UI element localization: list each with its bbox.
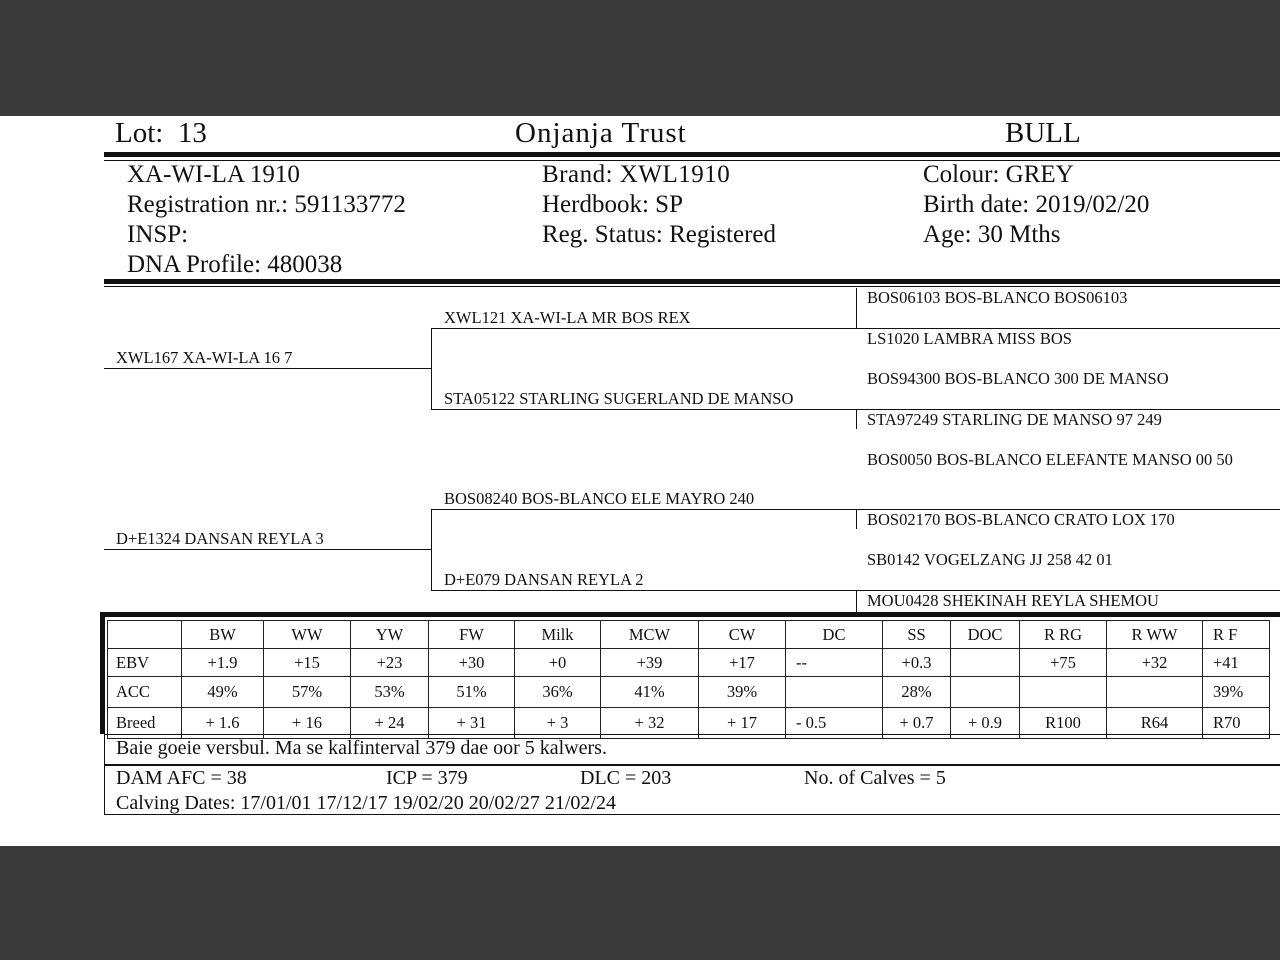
sire-line [104, 368, 431, 369]
ebv-cell: + 31 [429, 708, 515, 739]
gg-bracket-2 [856, 409, 857, 429]
ebv-cell: 39% [699, 677, 786, 708]
ebv-cell: EBV [108, 649, 182, 677]
ebv-cell: +32 [1107, 649, 1203, 677]
ebv-cell [786, 677, 883, 708]
gg-3: BOS94300 BOS-BLANCO 300 DE MANSO [867, 369, 1169, 388]
ebv-cell: + 17 [699, 708, 786, 739]
header-rule [104, 152, 1280, 157]
lot-card [0, 116, 1280, 846]
sire: XWL167 XA-WI-LA 16 7 [116, 348, 293, 367]
ebv-cell: +15 [264, 649, 351, 677]
colour: Colour: GREY [923, 161, 1074, 188]
ebv-cell: 39% [1203, 677, 1270, 708]
reg-status: Reg. Status: Registered [542, 221, 776, 248]
gg-4: STA97249 STARLING DE MANSO 97 249 [867, 410, 1162, 429]
ebv-cell: 28% [883, 677, 951, 708]
dam-line [104, 549, 431, 550]
ebv-cell [1107, 677, 1203, 708]
ebv-cell: +17 [699, 649, 786, 677]
dam: D+E1324 DANSAN REYLA 3 [116, 529, 324, 548]
dam-dam-line [431, 590, 856, 591]
ebv-column-header: MCW [601, 621, 699, 649]
sire-sire-line [431, 328, 856, 329]
ebv-cell: +0 [515, 649, 601, 677]
ebv-cell: + 32 [601, 708, 699, 739]
insp: INSP: [127, 221, 189, 248]
lot-label: Lot: 13 [115, 117, 207, 149]
ebv-row [108, 649, 1270, 677]
footer-rule [104, 814, 1280, 815]
ebv-cell [951, 677, 1020, 708]
ebv-column-header: WW [264, 621, 351, 649]
ebv-column-header: R WW [1107, 621, 1203, 649]
ebv-column-header [108, 621, 182, 649]
ebv-row [108, 677, 1270, 708]
ebv-cell [1020, 677, 1107, 708]
ebv-cell: -- [786, 649, 883, 677]
gg-bracket-1 [856, 288, 857, 328]
ebv-column-header: Milk [515, 621, 601, 649]
ebv-column-header: SS [883, 621, 951, 649]
dam-afc: DAM AFC = 38 [116, 767, 247, 789]
ebv-cell: +41 [1203, 649, 1270, 677]
dam-bracket [431, 509, 432, 590]
ebv-cell: +75 [1020, 649, 1107, 677]
ebv-table [107, 620, 1270, 739]
ebv-column-header: BW [182, 621, 264, 649]
animal-name: XA-WI-LA 1910 [127, 161, 300, 188]
ebv-cell: 53% [351, 677, 429, 708]
herdbook: Herdbook: SP [542, 191, 683, 218]
ebv-cell: + 0.9 [951, 708, 1020, 739]
ebv-cell: R70 [1203, 708, 1270, 739]
dam-sire: BOS08240 BOS-BLANCO ELE MAYRO 240 [444, 489, 755, 508]
ebv-cell: +23 [351, 649, 429, 677]
ebv-cell: 57% [264, 677, 351, 708]
ebv-cell: +0.3 [883, 649, 951, 677]
ebv-column-header: CW [699, 621, 786, 649]
ebv-column-header: DOC [951, 621, 1020, 649]
comment: Baie goeie versbul. Ma se kalfinterval 379 dae oor 5 kalwers. [116, 737, 607, 759]
ebv-cell: + 3 [515, 708, 601, 739]
ebv-cell: Breed [108, 708, 182, 739]
icp: ICP = 379 [386, 767, 468, 789]
ebv-cell: - 0.5 [786, 708, 883, 739]
dam-dam: D+E079 DANSAN REYLA 2 [444, 570, 644, 589]
calving-dates: Calving Dates: 17/01/01 17/12/17 19/02/20 20/02/27 21/02/24 [116, 792, 616, 814]
info-rule [104, 279, 1280, 284]
ebv-column-header: YW [351, 621, 429, 649]
sire-dam: STA05122 STARLING SUGERLAND DE MANSO [444, 389, 794, 408]
sire-sire: XWL121 XA-WI-LA MR BOS REX [444, 308, 691, 327]
sire-dam-line [431, 409, 856, 410]
ebv-header-row [108, 621, 1270, 649]
comment-bottom-rule [104, 764, 1280, 766]
ebv-top-rule [100, 612, 1280, 617]
ebv-column-header: DC [786, 621, 883, 649]
birth-date: Birth date: 2019/02/20 [923, 191, 1150, 218]
ebv-cell: + 24 [351, 708, 429, 739]
ebv-cell: 49% [182, 677, 264, 708]
brand: Brand: XWL1910 [542, 161, 731, 188]
gg-1: BOS06103 BOS-BLANCO BOS06103 [867, 288, 1128, 307]
animal-category: BULL [1005, 117, 1081, 149]
sire-bracket [431, 328, 432, 409]
gg-7: SB0142 VOGELZANG JJ 258 42 01 [867, 550, 1113, 569]
ebv-cell: 36% [515, 677, 601, 708]
info-rule-thin [104, 286, 1280, 287]
ebv-cell: ACC [108, 677, 182, 708]
ebv-cell: + 0.7 [883, 708, 951, 739]
comment-top-rule [104, 734, 1280, 735]
ebv-column-header: R F [1203, 621, 1270, 649]
ebv-cell: R64 [1107, 708, 1203, 739]
footer-left-rule [104, 734, 105, 815]
gg-2: LS1020 LAMBRA MISS BOS [867, 329, 1072, 348]
ebv-cell: +1.9 [182, 649, 264, 677]
ebv-cell: 41% [601, 677, 699, 708]
ebv-column-header: R RG [1020, 621, 1107, 649]
seller-name: Onjanja Trust [515, 117, 687, 149]
registration-number: Registration nr.: 591133772 [127, 191, 406, 218]
dlc: DLC = 203 [580, 767, 672, 789]
ebv-cell: +39 [601, 649, 699, 677]
ebv-cell: + 1.6 [182, 708, 264, 739]
ebv-cell: 51% [429, 677, 515, 708]
gg-bracket-3 [856, 509, 857, 529]
ebv-cell: + 16 [264, 708, 351, 739]
ebv-cell: R100 [1020, 708, 1107, 739]
dam-sire-line [431, 509, 856, 510]
ebv-cell [951, 649, 1020, 677]
ebv-column-header: FW [429, 621, 515, 649]
dna-profile: DNA Profile: 480038 [127, 251, 343, 278]
gg-6: BOS02170 BOS-BLANCO CRATO LOX 170 [867, 510, 1175, 529]
gg-5: BOS0050 BOS-BLANCO ELEFANTE MANSO 00 50 [867, 450, 1233, 469]
gg-8: MOU0428 SHEKINAH REYLA SHEMOU [867, 591, 1159, 610]
ebv-left-rule [100, 612, 105, 734]
gg-bracket-4 [856, 590, 857, 612]
calf-count: No. of Calves = 5 [804, 767, 946, 789]
age: Age: 30 Mths [923, 221, 1061, 248]
ebv-cell: +30 [429, 649, 515, 677]
